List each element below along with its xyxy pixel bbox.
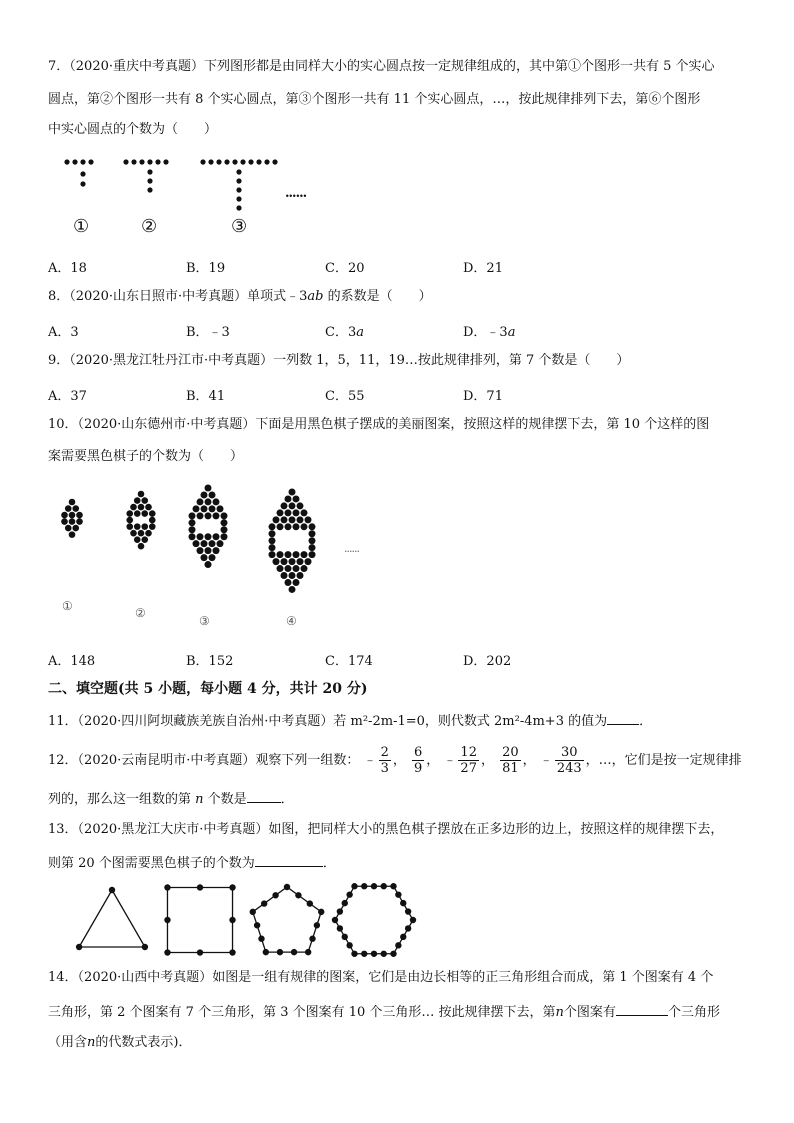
stone-fig4: [281, 558, 288, 565]
q9-option-c: C．55: [325, 389, 365, 404]
stone-fig4: [269, 537, 276, 544]
stone-fig2: [126, 510, 133, 517]
q10-option-c: C．174: [325, 654, 373, 669]
q8-option-d: D．﹣3a: [463, 325, 516, 340]
stone-poly4: [405, 925, 411, 931]
q13-line1: 13．（2020·黑龙江大庆市·中考真题）如图，把同样大小的黑色棋子摆放在正多边形的边上，按照这样的规律摆下去，: [48, 822, 724, 837]
stone-fig2: [138, 491, 145, 498]
stone-fig3: [213, 533, 220, 540]
stone-fig3: [189, 526, 196, 533]
stone-fig3: [221, 526, 228, 533]
stone-fig2: [141, 497, 148, 504]
stone-fig1: [76, 512, 83, 519]
stone-fig4: [273, 516, 280, 523]
q7-line1: 7．（2020·重庆中考真题）下列图形都是由同样大小的实心圆点按一定规律组成的，其中第①个图形一共有 5 个实心: [48, 59, 715, 74]
stone-fig1: [65, 505, 72, 512]
q8-option-a: A．3: [48, 325, 79, 340]
stone-fig3: [217, 505, 224, 512]
stone-fig4: [309, 537, 316, 544]
q7-label-2: ②: [141, 216, 158, 237]
q14-line1: 14．（2020·山西中考真题）如图是一组有规律的图案，它们是由边长相等的正三角形组合而成，第 1 个图案有 4 个: [48, 970, 714, 985]
stone-fig4: [273, 558, 280, 565]
stone-fig4: [285, 565, 292, 572]
q7-figure-1: [64, 159, 93, 186]
stone-poly4: [395, 891, 401, 897]
stone-fig3: [205, 512, 212, 519]
q7-line2: 圆点，第②个图形一共有 8 个实心圆点，第③个图形一共有 11 个实心圆点，…，按此规律排列下去，第⑥个图形: [48, 92, 701, 107]
stone-fig4: [269, 530, 276, 537]
polygon-3: [253, 887, 321, 952]
q12-line2: 列的，那么这一组数的第 n 个数是 ．: [48, 788, 754, 810]
stone-fig2: [130, 504, 137, 511]
stone-fig3: [213, 498, 220, 505]
fraction-3: $\frac{12}{27}$: [460, 745, 477, 776]
stone-fig4: [277, 523, 284, 530]
q7-line3: 中实心圆点的个数为（ ）: [48, 122, 218, 137]
q9-line1: 9．（2020·黑龙江牡丹江市·中考真题）一列数 1，5，11，19…按此规律排列，第 7 个数是（ ）: [48, 353, 630, 368]
stone-fig2: [126, 517, 133, 524]
stone-fig3: [197, 533, 204, 540]
q7-ellipsis: ......: [285, 186, 307, 201]
stone-fig4: [285, 523, 292, 530]
stone-fig3: [189, 512, 196, 519]
stone-poly3: [314, 922, 320, 928]
stone-fig3: [205, 533, 212, 540]
polygon-2: [167, 887, 232, 952]
stone-fig1: [76, 518, 83, 525]
stone-fig3: [209, 491, 216, 498]
q8-option-c: C．3a: [325, 325, 364, 340]
q10-stone-figures: [50, 480, 350, 630]
stone-fig1: [61, 512, 68, 519]
stone-fig3: [205, 547, 212, 554]
stone-fig3: [197, 498, 204, 505]
stone-fig3: [221, 533, 228, 540]
stone-fig4: [289, 516, 296, 523]
q13-polygon-figures: [75, 880, 435, 960]
stone-fig4: [285, 509, 292, 516]
fraction-5: $\frac{30}{243}$: [556, 745, 582, 776]
stone-poly4: [381, 951, 387, 957]
stone-poly4: [342, 934, 348, 940]
stone-fig4: [281, 572, 288, 579]
stone-fig4: [297, 516, 304, 523]
stone-fig3: [209, 540, 216, 547]
stone-poly4: [361, 883, 367, 889]
stone-fig2: [149, 510, 156, 517]
stone-poly1: [142, 944, 148, 950]
q10-option-b: B．152: [186, 654, 234, 669]
stone-fig1: [69, 518, 76, 525]
stone-poly2: [197, 884, 203, 890]
stone-fig4: [269, 551, 276, 558]
stone-fig4: [301, 523, 308, 530]
stone-fig2: [149, 523, 156, 530]
stone-fig3: [197, 547, 204, 554]
fraction-2: $\frac{6}{9}$: [413, 745, 423, 776]
stone-fig3: [189, 519, 196, 526]
q14-answer-blank: [616, 1001, 668, 1016]
stone-poly2: [229, 884, 235, 890]
stone-fig4: [293, 509, 300, 516]
stone-fig3: [205, 498, 212, 505]
q10-line2: 案需要黑色棋子的个数为（ ）: [48, 449, 244, 464]
stone-poly4: [410, 917, 416, 923]
stone-poly4: [351, 951, 357, 957]
stone-fig4: [289, 558, 296, 565]
q7-figure-3: [200, 159, 277, 210]
stone-fig4: [293, 523, 300, 530]
stone-poly3: [258, 936, 264, 942]
stone-fig2: [138, 530, 145, 537]
stone-poly4: [346, 891, 352, 897]
q10-label-3: ③: [199, 614, 210, 628]
q7-option-b: B．19: [186, 261, 226, 276]
stone-poly3: [263, 949, 269, 955]
stone-poly1: [76, 944, 82, 950]
q7-option-d: D．21: [463, 261, 503, 276]
q14-line3: （用含n的代数式表示)．: [48, 1035, 192, 1050]
stone-fig4: [285, 579, 292, 586]
stone-fig2: [126, 523, 133, 530]
stone-fig4: [293, 495, 300, 502]
stone-fig2: [145, 504, 152, 511]
stone-poly4: [405, 908, 411, 914]
stone-fig3: [221, 519, 228, 526]
q8-line1: 8．（2020·山东日照市·中考真题）单项式﹣3ab 的系数是（ ）: [48, 289, 432, 304]
stone-poly4: [400, 934, 406, 940]
stone-poly4: [390, 883, 396, 889]
stone-poly4: [400, 900, 406, 906]
q14-line2: 三角形，第 2 个图案有 7 个三角形，第 3 个图案有 10 个三角形… 按此规律摆下去，第n个图案有 个三角形: [48, 1001, 754, 1023]
stone-fig4: [277, 551, 284, 558]
stone-fig4: [309, 523, 316, 530]
stone-poly4: [342, 900, 348, 906]
q11-answer-blank: [607, 710, 639, 725]
q9-option-d: D．71: [463, 389, 503, 404]
polygon-4: [335, 886, 413, 954]
stone-fig4: [297, 572, 304, 579]
q7-option-c: C．20: [325, 261, 365, 276]
q12-line1: 12．（2020·云南昆明市·中考真题）观察下列一组数： ﹣ $\frac{2}{3}$ ， $\frac{6}{9}$ ， ﹣ $\frac{12}{27}$ ， $\frac{20}{81}$ ， ﹣ $\frac{30}{243}$ ，…，它们是按一定规律排: [48, 745, 742, 776]
stone-fig4: [289, 586, 296, 593]
stone-fig2: [141, 523, 148, 530]
stone-fig3: [201, 540, 208, 547]
stone-fig4: [301, 551, 308, 558]
stone-poly3: [261, 900, 267, 906]
stone-poly1: [109, 887, 115, 893]
stone-poly3: [272, 892, 278, 898]
q7-label-3: ③: [231, 216, 248, 237]
stone-poly4: [361, 951, 367, 957]
polygon-1: [79, 890, 145, 947]
stone-fig4: [293, 551, 300, 558]
stone-fig1: [72, 525, 79, 532]
stone-fig4: [297, 502, 304, 509]
stone-fig3: [221, 512, 228, 519]
stone-fig1: [72, 505, 79, 512]
fraction-4: $\frac{20}{81}$: [502, 745, 519, 776]
stone-poly4: [390, 951, 396, 957]
stone-poly4: [351, 883, 357, 889]
q10-line1: 10．（2020·山东德州市·中考真题）下面是用黑色棋子摆成的美丽图案，按照这样的规律摆下去，第 10 个这样的图: [48, 417, 710, 432]
stone-poly2: [197, 949, 203, 955]
stone-fig2: [149, 517, 156, 524]
stone-poly3: [291, 949, 297, 955]
stone-poly4: [371, 951, 377, 957]
stone-fig2: [138, 504, 145, 511]
q10-label-2: ②: [135, 606, 146, 620]
stone-fig3: [217, 540, 224, 547]
stone-fig4: [277, 565, 284, 572]
stone-fig1: [69, 499, 76, 506]
q7-option-a: A．18: [48, 261, 87, 276]
stone-poly3: [295, 892, 301, 898]
fraction-1: $\frac{2}{3}$: [380, 745, 389, 776]
q7-dot-figures: [55, 150, 385, 240]
stone-fig3: [201, 505, 208, 512]
stone-fig4: [285, 495, 292, 502]
stone-fig3: [209, 505, 216, 512]
stone-fig4: [285, 551, 292, 558]
stone-fig1: [65, 525, 72, 532]
stone-fig4: [309, 551, 316, 558]
stone-fig4: [305, 558, 312, 565]
stone-poly4: [346, 942, 352, 948]
stone-fig3: [213, 512, 220, 519]
q11-line1: 11．（2020·四川阿坝藏族羌族自治州·中考真题）若 m²-2m-1=0，则代数式 2m²-4m+3 的值为 ．: [48, 710, 754, 732]
stone-poly4: [381, 883, 387, 889]
stone-poly2: [164, 949, 170, 955]
stone-fig4: [281, 516, 288, 523]
stone-fig4: [301, 509, 308, 516]
q10-label-4: ④: [286, 614, 297, 628]
stone-fig2: [130, 530, 137, 537]
stone-fig3: [213, 547, 220, 554]
stone-fig2: [134, 497, 141, 504]
stone-fig3: [201, 554, 208, 561]
stone-fig2: [134, 510, 141, 517]
q9-option-b: B．41: [186, 389, 226, 404]
stone-poly2: [229, 917, 235, 923]
q13-line2: 则第 20 个图需要黑色棋子的个数为 ．: [48, 852, 754, 874]
stone-poly4: [371, 883, 377, 889]
stone-poly4: [337, 925, 343, 931]
q8-option-b: B．﹣3: [186, 325, 230, 340]
stone-poly3: [318, 909, 324, 915]
stone-fig4: [297, 558, 304, 565]
stone-fig4: [277, 509, 284, 516]
stone-poly4: [395, 942, 401, 948]
q7-figure-2: [123, 159, 168, 192]
stone-fig1: [61, 518, 68, 525]
stone-fig4: [269, 544, 276, 551]
stone-fig2: [134, 536, 141, 543]
q12-answer-blank: [247, 788, 281, 803]
q10-option-a: A．148: [48, 654, 96, 669]
stone-poly3: [254, 922, 260, 928]
stone-fig4: [293, 565, 300, 572]
q13-answer-blank: [255, 852, 323, 867]
stone-poly2: [164, 884, 170, 890]
stone-poly3: [305, 949, 311, 955]
stone-fig4: [289, 572, 296, 579]
q9-option-a: A．37: [48, 389, 87, 404]
stone-poly2: [164, 917, 170, 923]
stone-fig2: [145, 530, 152, 537]
stone-fig3: [205, 561, 212, 568]
stone-fig4: [289, 502, 296, 509]
stone-fig4: [301, 565, 308, 572]
stone-fig3: [201, 491, 208, 498]
q10-ellipsis: ......: [344, 542, 359, 555]
stone-poly4: [337, 908, 343, 914]
stone-fig1: [69, 531, 76, 538]
stone-fig3: [205, 485, 212, 492]
stone-poly3: [284, 884, 290, 890]
stone-fig4: [269, 523, 276, 530]
stone-fig4: [293, 579, 300, 586]
stone-fig4: [309, 544, 316, 551]
stone-poly4: [332, 917, 338, 923]
stone-fig3: [197, 512, 204, 519]
stone-fig2: [141, 510, 148, 517]
stone-fig4: [309, 530, 316, 537]
q7-label-1: ①: [73, 216, 90, 237]
stone-fig3: [209, 554, 216, 561]
stone-poly3: [277, 949, 283, 955]
stone-poly3: [307, 900, 313, 906]
stone-fig4: [281, 502, 288, 509]
q10-label-1: ①: [62, 599, 73, 613]
stone-fig2: [134, 523, 141, 530]
stone-poly3: [250, 909, 256, 915]
stone-fig3: [193, 505, 200, 512]
stone-fig3: [189, 533, 196, 540]
stone-fig4: [305, 516, 312, 523]
stone-fig3: [193, 540, 200, 547]
stone-poly3: [309, 936, 315, 942]
stone-fig2: [141, 536, 148, 543]
stone-fig4: [289, 489, 296, 496]
stone-fig1: [69, 512, 76, 519]
section-title-fill-in: 二、填空题(共 5 小题，每小题 4 分，共计 20 分): [48, 681, 368, 697]
q10-option-d: D．202: [463, 654, 512, 669]
stone-poly2: [229, 949, 235, 955]
stone-fig2: [138, 543, 145, 550]
